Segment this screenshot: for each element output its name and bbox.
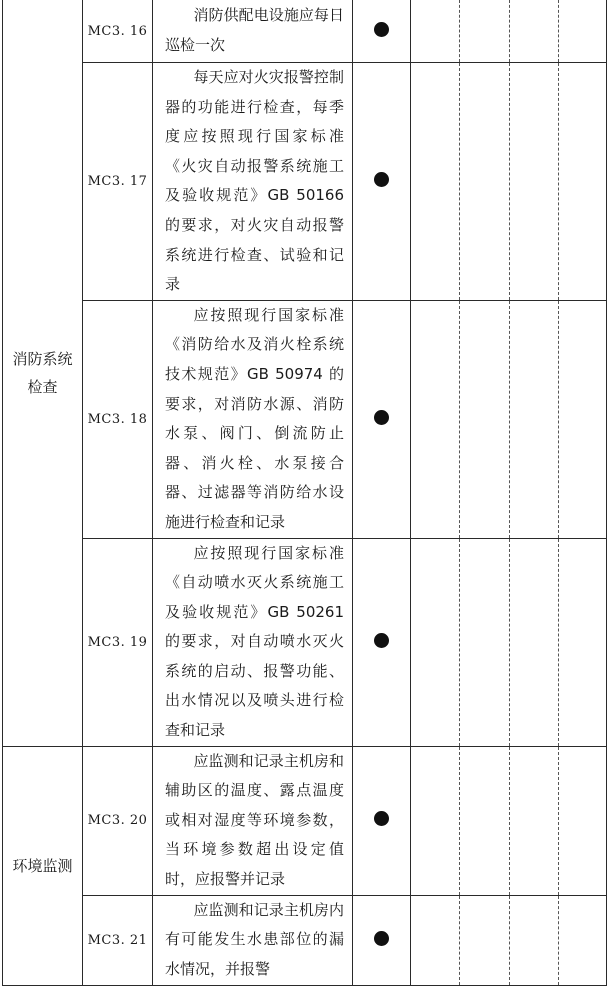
applicable-mark — [353, 0, 411, 63]
item-description: 应按照现行国家标准《消防给水及消火栓系统技术规范》GB 50974 的要求，对消防水源、消防水泵、阀门、倒流防止器、消火栓、水泵接合器、过滤器等消防给水设施进行检查和记录 — [153, 300, 353, 538]
item-code: MC3. 18 — [83, 300, 153, 538]
empty-cell — [510, 895, 559, 985]
empty-cell — [411, 63, 460, 301]
applicable-mark — [353, 746, 411, 895]
item-code: MC3. 21 — [83, 895, 153, 985]
table-row — [3, 300, 607, 538]
applicable-mark — [353, 895, 411, 985]
filled-dot-icon — [374, 410, 389, 425]
applicable-mark — [353, 63, 411, 301]
category-fire-system: 消防系统检查 — [3, 0, 83, 746]
empty-cell — [510, 0, 559, 63]
applicable-mark — [353, 300, 411, 538]
item-code: MC3. 17 — [83, 63, 153, 301]
item-description: 消防供配电设施应每日巡检一次 — [153, 0, 353, 63]
empty-cell — [559, 538, 607, 746]
empty-cell — [510, 63, 559, 301]
item-description: 每天应对火灾报警控制器的功能进行检查，每季度应按照现行国家标准《火灾自动报警系统施工及验收规范》GB 50166 的要求，对火灾自动报警系统进行检查、试验和记录 — [153, 63, 353, 301]
empty-cell — [559, 0, 607, 63]
table-row — [3, 63, 607, 301]
empty-cell — [510, 300, 559, 538]
empty-cell — [411, 538, 460, 746]
empty-cell — [559, 300, 607, 538]
filled-dot-icon — [374, 633, 389, 648]
item-code: MC3. 20 — [83, 746, 153, 895]
filled-dot-icon — [374, 172, 389, 187]
table-row — [3, 0, 607, 63]
item-description: 应监测和记录主机房内有可能发生水患部位的漏水情况，并报警 — [153, 895, 353, 985]
item-code: MC3. 19 — [83, 538, 153, 746]
empty-cell — [460, 63, 510, 301]
table-row — [3, 746, 607, 895]
filled-dot-icon — [374, 811, 389, 826]
applicable-mark — [353, 538, 411, 746]
empty-cell — [460, 895, 510, 985]
item-description: 应监测和记录主机房和辅助区的温度、露点温度或相对湿度等环境参数，当环境参数超出设定值时，应报警并记录 — [153, 746, 353, 895]
empty-cell — [411, 300, 460, 538]
empty-cell — [411, 0, 460, 63]
item-code: MC3. 16 — [83, 0, 153, 63]
empty-cell — [559, 746, 607, 895]
empty-cell — [460, 538, 510, 746]
item-description: 应按照现行国家标准《自动喷水灭火系统施工及验收规范》GB 50261 的要求，对自动喷水灭火系统的启动、报警功能、出水情况以及喷头进行检查和记录 — [153, 538, 353, 746]
empty-cell — [460, 746, 510, 895]
inspection-table — [2, 0, 607, 986]
empty-cell — [411, 895, 460, 985]
empty-cell — [559, 63, 607, 301]
empty-cell — [460, 0, 510, 63]
empty-cell — [411, 746, 460, 895]
empty-cell — [510, 538, 559, 746]
table-row — [3, 538, 607, 746]
filled-dot-icon — [374, 22, 389, 37]
empty-cell — [460, 300, 510, 538]
table-row — [3, 895, 607, 985]
filled-dot-icon — [374, 931, 389, 946]
empty-cell — [559, 895, 607, 985]
empty-cell — [510, 746, 559, 895]
category-environment: 环境监测 — [3, 746, 83, 985]
